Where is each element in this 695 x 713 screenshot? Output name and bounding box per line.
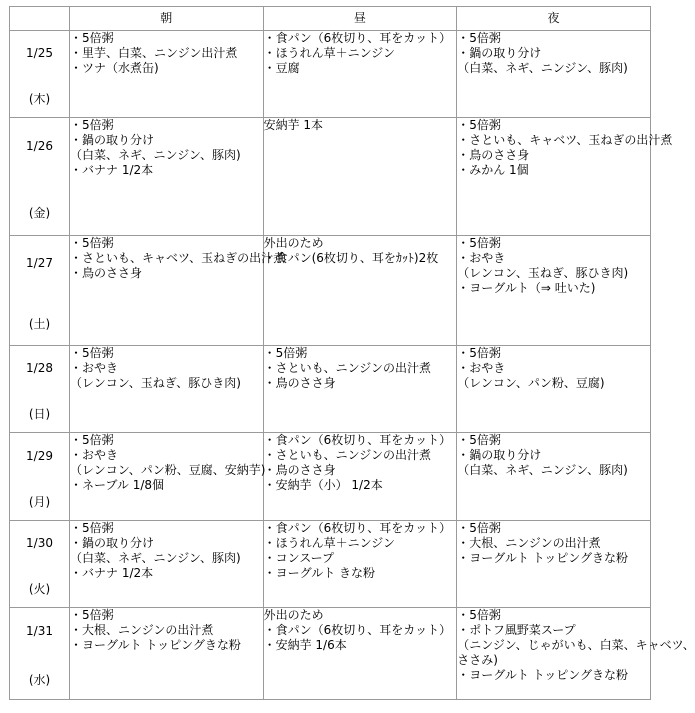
- header-dinner: 夜: [457, 7, 651, 31]
- menu-item: ・5倍粥: [263, 346, 308, 360]
- header-breakfast: 朝: [70, 7, 264, 31]
- menu-item: ・5倍粥: [70, 608, 114, 622]
- menu-item: 外出のため: [263, 236, 324, 250]
- menu-item: ・ほうれん草＋ニンジン: [263, 46, 395, 60]
- menu-item: （レンコン、玉ねぎ、豚ひき肉): [70, 376, 241, 390]
- menu-item: ・ネーブル 1/8個: [70, 478, 165, 492]
- menu-item: （白菜、ネギ、ニンジン、豚肉): [70, 551, 241, 565]
- menu-item: ・さといも、キャベツ、玉ねぎの出汁煮: [70, 251, 286, 265]
- menu-item: ・バナナ 1/2本: [70, 566, 154, 580]
- menu-item: （レンコン、玉ねぎ、豚ひき肉): [457, 266, 629, 280]
- menu-item: ・5倍粥: [457, 31, 501, 45]
- lunch-cell: [263, 608, 457, 700]
- menu-item: ・ツナ（水煮缶): [70, 61, 159, 75]
- date-cell: [10, 521, 70, 608]
- menu-item: ・みかん 1個: [457, 163, 529, 177]
- table-row: [10, 31, 651, 118]
- table-row: [10, 433, 651, 521]
- menu-item: ・鳥のささ身: [263, 463, 336, 477]
- menu-item: ・ヨーグルト トッピングきな粉: [457, 668, 629, 682]
- breakfast-cell: [70, 608, 264, 700]
- menu-item: （白菜、ネギ、ニンジン、豚肉): [70, 148, 241, 162]
- dinner-cell: [457, 433, 651, 521]
- breakfast-cell: [70, 433, 264, 521]
- menu-item: ささみ): [457, 653, 498, 667]
- date-cell: [10, 118, 70, 236]
- weekday-label: (日): [28, 407, 51, 421]
- header-lunch: 昼: [263, 7, 457, 31]
- date-label: 1/25: [26, 46, 53, 60]
- menu-item: ・5倍粥: [70, 521, 114, 535]
- menu-item: ・5倍粥: [457, 433, 501, 447]
- lunch-cell: [263, 236, 457, 346]
- menu-item: ・ヨーグルト（⇒ 吐いた): [457, 281, 596, 295]
- lunch-cell: [263, 346, 457, 433]
- breakfast-cell: [70, 31, 264, 118]
- dinner-cell: [457, 31, 651, 118]
- breakfast-cell: [70, 521, 264, 608]
- header-date: [10, 7, 70, 31]
- table-row: [10, 236, 651, 346]
- dinner-cell: [457, 346, 651, 433]
- lunch-cell: [263, 118, 457, 236]
- dinner-cell: [457, 118, 673, 236]
- table-row: [10, 521, 651, 608]
- date-cell: [10, 31, 70, 118]
- menu-item: ・5倍粥: [70, 346, 114, 360]
- menu-item: ・おやき: [70, 448, 119, 462]
- menu-item: ・ポトフ風野菜スープ: [457, 623, 576, 637]
- date-label: 1/29: [26, 449, 53, 463]
- date-label: 1/26: [26, 139, 53, 153]
- weekday-label: (金): [28, 206, 51, 220]
- menu-item: （レンコン、パン粉、豆腐): [457, 376, 605, 390]
- menu-item: ・鍋の取り分け: [70, 536, 155, 550]
- menu-item: ・5倍粥: [70, 236, 114, 250]
- menu-item: ・食パン（6枚切り、耳をカット）: [263, 623, 452, 637]
- menu-item: ・5倍粥: [70, 118, 114, 132]
- date-label: 1/31: [26, 624, 53, 638]
- menu-item: ・ヨーグルト トッピングきな粉: [70, 638, 241, 652]
- weekday-label: (水): [28, 673, 51, 687]
- breakfast-cell: [70, 346, 264, 433]
- lunch-cell: [263, 433, 457, 521]
- menu-item: ・ヨーグルト トッピングきな粉: [457, 551, 629, 565]
- menu-item: ・豆腐: [263, 61, 300, 75]
- date-cell: [10, 346, 70, 433]
- menu-item: （ニンジン、じゃがいも、白菜、キャベツ、: [457, 638, 695, 652]
- menu-item: ・バナナ 1/2本: [70, 163, 154, 177]
- menu-item: ・ほうれん草＋ニンジン: [263, 536, 395, 550]
- menu-item: ・ヨーグルト きな粉: [263, 566, 376, 580]
- menu-item: ・鍋の取り分け: [457, 448, 542, 462]
- menu-item: ・大根、ニンジンの出汁煮: [457, 536, 601, 550]
- menu-item: ・5倍粥: [70, 31, 114, 45]
- menu-item: 安納芋 1本: [263, 118, 324, 132]
- menu-item: ・おやき: [457, 251, 506, 265]
- menu-item: ・5倍粥: [457, 521, 501, 535]
- menu-item: ・安納芋 1/6本: [263, 638, 347, 652]
- date-label: 1/27: [26, 256, 53, 270]
- table-row: [10, 608, 651, 700]
- menu-item: （白菜、ネギ、ニンジン、豚肉): [457, 61, 628, 75]
- menu-item: ・食パン（6枚切り、耳をカット）: [263, 31, 452, 45]
- menu-item: ・大根、ニンジンの出汁煮: [70, 623, 214, 637]
- menu-item: ・鳥のささ身: [70, 266, 143, 280]
- menu-item: ・5倍粥: [457, 118, 501, 132]
- menu-item: ・さといも、ニンジンの出汁煮: [263, 361, 431, 375]
- table-row: [10, 346, 651, 433]
- menu-item: ・里芋、白菜、ニンジン出汁煮: [70, 46, 238, 60]
- menu-item: （レンコン、パン粉、豆腐、安納芋): [70, 463, 266, 477]
- weekday-label: (土): [28, 317, 51, 331]
- menu-item: ・鳥のささ身: [263, 376, 336, 390]
- menu-item: ・5倍粥: [70, 433, 114, 447]
- menu-item: ・食パン(6枚切り、耳をｶｯﾄ)2枚: [263, 251, 439, 265]
- table-row: [10, 118, 651, 236]
- menu-item: ・食パン（6枚切り、耳をカット）: [263, 521, 452, 535]
- date-cell: [10, 433, 70, 521]
- weekday-label: (火): [28, 582, 51, 596]
- menu-item: 外出のため: [263, 608, 324, 622]
- breakfast-cell: [70, 236, 286, 346]
- lunch-cell: [263, 521, 457, 608]
- date-cell: [10, 236, 70, 346]
- dinner-cell: [457, 521, 651, 608]
- dinner-cell: [457, 236, 651, 346]
- weekday-label: (木): [28, 92, 51, 106]
- dinner-cell: [457, 608, 695, 700]
- meal-log-table: [9, 6, 695, 700]
- date-label: 1/30: [26, 536, 53, 550]
- menu-item: ・5倍粥: [457, 236, 501, 250]
- menu-item: ・さといも、ニンジンの出汁煮: [263, 448, 431, 462]
- date-cell: [10, 608, 70, 700]
- menu-item: ・コンスープ: [263, 551, 335, 565]
- menu-item: ・鍋の取り分け: [457, 46, 542, 60]
- menu-item: ・5倍粥: [457, 346, 501, 360]
- breakfast-cell: [70, 118, 264, 236]
- menu-item: ・5倍粥: [457, 608, 501, 622]
- menu-item: ・鳥のささ身: [457, 148, 530, 162]
- menu-item: ・おやき: [70, 361, 119, 375]
- menu-item: （白菜、ネギ、ニンジン、豚肉): [457, 463, 628, 477]
- date-label: 1/28: [26, 361, 53, 375]
- header-row: [10, 7, 651, 31]
- menu-item: ・安納芋（小） 1/2本: [263, 478, 383, 492]
- weekday-label: (月): [28, 495, 51, 509]
- lunch-cell: [263, 31, 457, 118]
- menu-item: ・食パン（6枚切り、耳をカット）: [263, 433, 452, 447]
- menu-item: ・鍋の取り分け: [70, 133, 155, 147]
- menu-item: ・さといも、キャベツ、玉ねぎの出汁煮: [457, 133, 673, 147]
- menu-item: ・おやき: [457, 361, 506, 375]
